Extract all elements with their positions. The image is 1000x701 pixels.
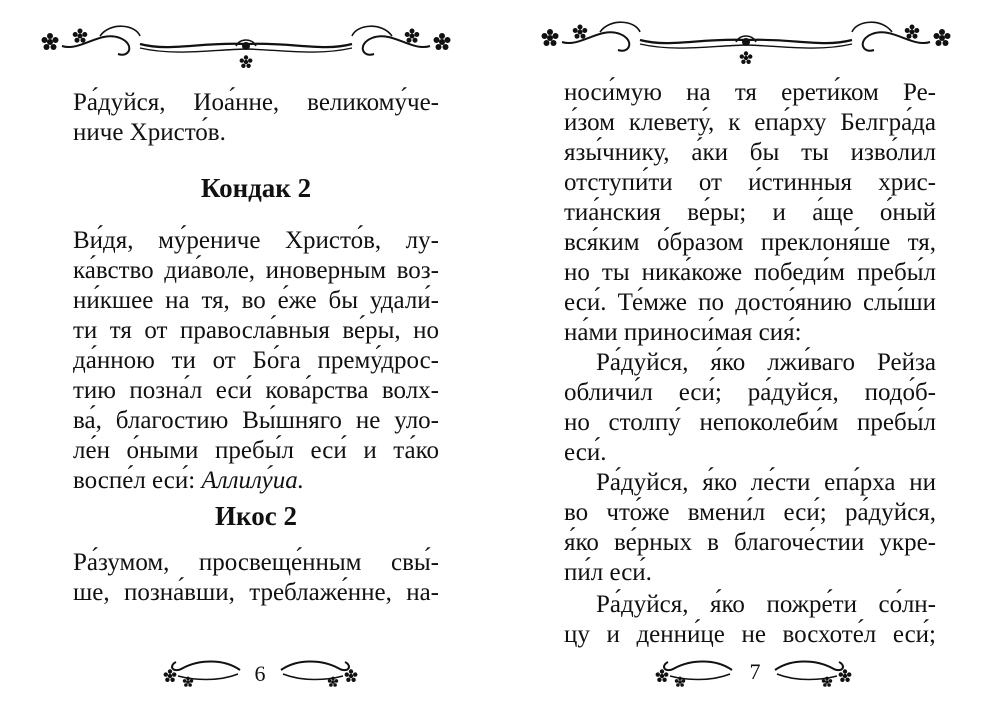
flower-icon xyxy=(542,29,559,46)
flower-icon xyxy=(240,55,253,68)
text-line: тиа́нския ве́ры; и а́ще о́ный xyxy=(564,199,936,226)
heading-ikos: Икос 2 xyxy=(215,501,297,531)
flower-icon xyxy=(42,33,59,50)
footer-ornament-left xyxy=(650,652,735,688)
header-ornament-left xyxy=(40,22,452,70)
heading-kondak: Кондак 2 xyxy=(200,173,312,203)
flower-icon xyxy=(656,669,669,682)
text-line xyxy=(73,466,439,496)
footer-ornament-left xyxy=(158,652,243,688)
text-line: Ра́дуйся, я́ко пожре́ти со́лн- xyxy=(596,591,936,618)
text-line: но ты ника́коже победи́м пребы́л xyxy=(564,259,936,286)
text-line: Ра́дуйся, я́ко лжи́ваго Рейза xyxy=(596,349,936,376)
flower-icon xyxy=(73,29,88,43)
page-number: 7 xyxy=(749,659,761,684)
flower-icon xyxy=(905,25,920,39)
text-line: пи́л еси́. xyxy=(564,559,652,586)
text-line: ти тя от правосла́вныя ве́ры, но xyxy=(73,317,439,344)
text-line: язы́чнику, а́ки бы ты изво́лил xyxy=(564,139,936,166)
text-line: во что́же вмени́л еси́; ра́дуйся, xyxy=(564,499,936,526)
text-line: Ра́зумом, просвеще́нным свы́- xyxy=(73,549,439,576)
text-line: вся́ким о́бразом преклоня́ше тя, xyxy=(564,229,936,256)
text-line: еси́. Те́мже по досто́янию слы́ши xyxy=(564,289,936,316)
text-line: ва́, благостию Вы́шняго не уло- xyxy=(73,407,439,434)
flower-icon xyxy=(573,25,588,39)
flower-icon xyxy=(434,33,451,50)
text-line: тию позна́л еси́ кова́рства волх- xyxy=(73,377,439,404)
text-line: ле́н о́ными пребы́л еси́ и та́ко xyxy=(73,437,439,464)
text-line: еси́. xyxy=(564,439,607,466)
text-line: ни́кшее на тя, во е́же бы удали́- xyxy=(73,287,439,314)
text-line: ка́вство диа́воле, иноверным воз- xyxy=(73,257,439,284)
text-line: Ви́дя, му́рениче Христо́в, лу- xyxy=(73,227,439,254)
flower-icon xyxy=(934,29,951,46)
text-line: отступи́ти от и́стинныя хрис- xyxy=(564,169,936,196)
text-line: я́ко ве́рных в благоче́стии укре- xyxy=(564,529,936,556)
footer-ornament-right xyxy=(772,652,857,688)
text-line: на́ми приноси́мая сия́: xyxy=(564,319,802,346)
text-line: Ра́дуйся, я́ко ле́сти епа́рха ни xyxy=(596,469,936,496)
alleluia-italic: Аллилу́иа. xyxy=(201,467,304,494)
text-line: и́зом клевету́, к епа́рху Белгра́да xyxy=(564,109,936,136)
flower-icon xyxy=(740,51,753,64)
flower-icon xyxy=(345,669,358,682)
flower-icon xyxy=(405,29,420,43)
text-line: да́нною ти от Бо́га прему́дрос- xyxy=(73,347,439,374)
text-fragment: воспе́л еси́: xyxy=(73,467,202,494)
text-line: но столпу́ непоколеби́м пребы́л xyxy=(564,409,936,436)
text-line: носи́мую на тя ерети́ком Ре- xyxy=(564,79,936,106)
text-line: цу и денни́це не восхоте́л еси́; xyxy=(564,621,936,648)
text-line: обличи́л еси́; ра́дуйся, подо́б- xyxy=(564,379,936,406)
right-page xyxy=(500,0,1000,701)
text-line: ше, позна́вши, треблаже́нне, на- xyxy=(73,579,439,606)
flower-icon xyxy=(839,669,852,682)
footer-ornament-right xyxy=(278,652,363,688)
text-line: ниче Христо́в. xyxy=(73,119,226,146)
text-line: Ра́дуйся, Иоа́нне, великому́че- xyxy=(73,89,439,116)
flower-icon xyxy=(164,669,177,682)
header-ornament-right-page xyxy=(540,18,952,66)
page-number: 6 xyxy=(254,661,266,686)
